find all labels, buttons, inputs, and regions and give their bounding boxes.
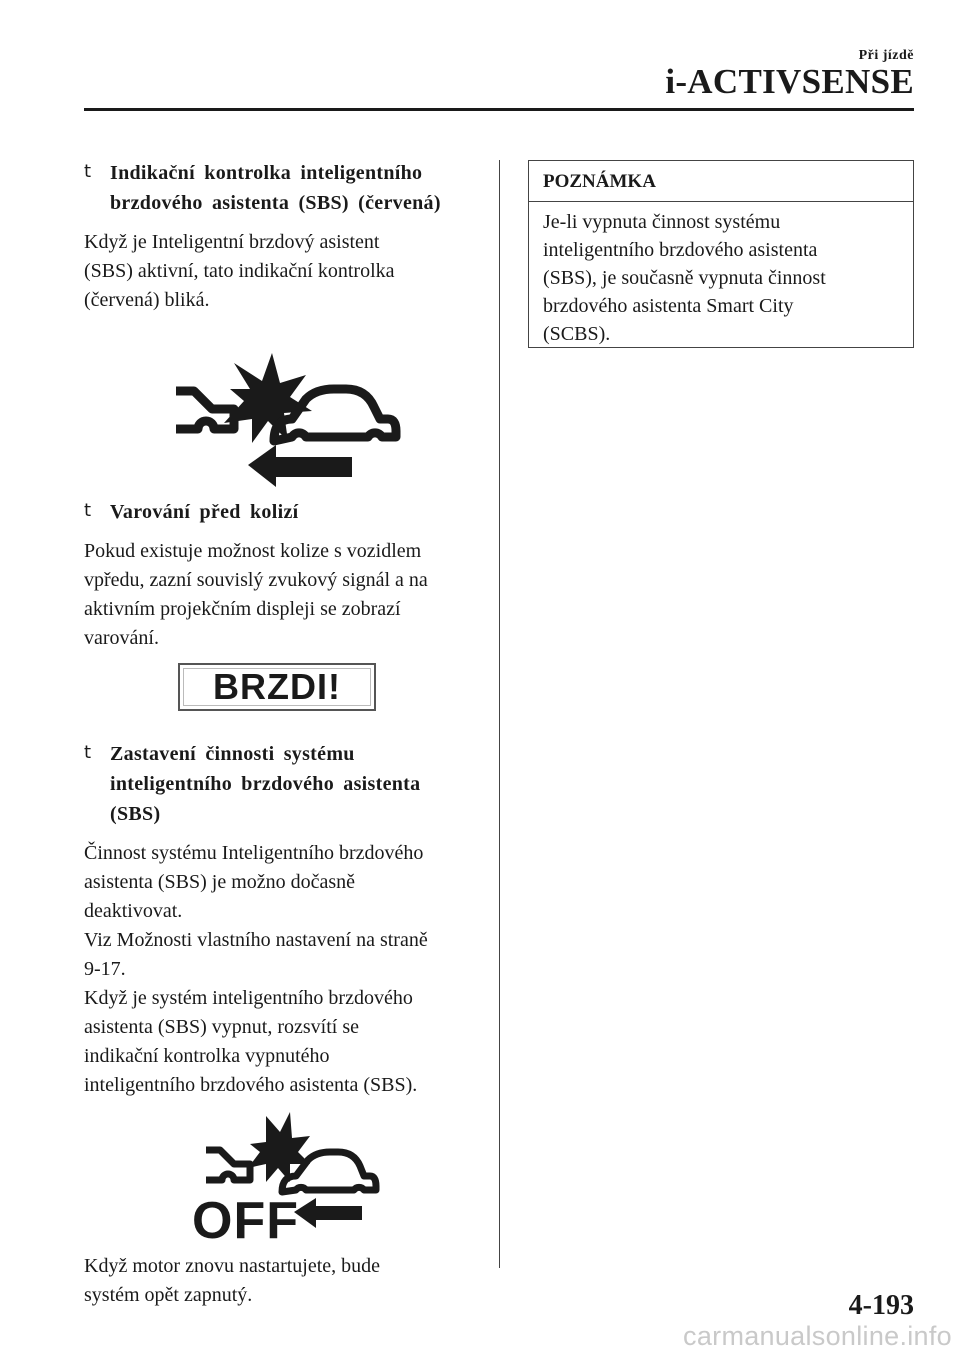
text-line: (SBS) aktivní, tato indikační kontrolka xyxy=(84,260,395,282)
section-heading-sbs-off xyxy=(84,739,484,829)
text-line: Pokud existuje možnost kolize s vozidlem xyxy=(84,540,422,562)
text-line: Činnost systému Inteligentního brzdového xyxy=(84,842,424,864)
text-line: (červená) bliká. xyxy=(84,289,210,311)
watermark-link[interactable]: carmanualsonline.info xyxy=(683,1321,952,1351)
bullet-icon: t xyxy=(84,742,92,763)
heading-line: brzdového asistenta (SBS) (červená) xyxy=(110,192,441,214)
text-line: inteligentního brzdového asistenta xyxy=(543,239,818,261)
brzdi-display xyxy=(178,663,376,711)
note-box xyxy=(528,160,914,348)
bullet-icon: t xyxy=(84,161,92,182)
text-line: 9-17. xyxy=(84,958,126,980)
text-line: aktivním projekčním displeji se zobrazí xyxy=(84,598,401,620)
text-line: asistenta (SBS) vypnut, rozsvítí se xyxy=(84,1016,359,1038)
text-line: indikační kontrolka vypnutého xyxy=(84,1045,330,1067)
text-line: Když je systém inteligentního brzdového xyxy=(84,987,413,1009)
text-line: varování. xyxy=(84,627,159,649)
text-line: Když motor znovu nastartujete, bude xyxy=(84,1255,381,1277)
sbs-warning-light-icon xyxy=(84,337,484,487)
text-line: deaktivovat. xyxy=(84,900,183,922)
text-line: inteligentního brzdového asistenta (SBS). xyxy=(84,1074,418,1096)
note-title: POZNÁMKA xyxy=(529,161,913,202)
heading-line: Varování před kolizí xyxy=(110,501,299,523)
header-section: Při jízdě xyxy=(858,48,914,63)
paragraph xyxy=(84,228,484,315)
header-title: i-ACTIVSENSE xyxy=(665,62,914,101)
text-line: (SCBS). xyxy=(543,323,611,345)
sbs-off-light-icon xyxy=(84,1106,484,1246)
text-line: vpředu, zazní souvislý zvukový signál a na xyxy=(84,569,428,591)
heading-line: inteligentního brzdového asistenta xyxy=(110,773,421,795)
paragraph xyxy=(84,1252,484,1310)
text-line: brzdového asistenta Smart City xyxy=(543,295,794,317)
heading-line: (SBS) xyxy=(110,803,161,825)
header-rule xyxy=(84,108,914,111)
column-divider xyxy=(499,160,500,1268)
text-line: Je-li vypnuta činnost systému xyxy=(543,211,781,233)
note-text xyxy=(529,202,913,348)
section-heading-sbs-indicator xyxy=(84,158,484,218)
left-column xyxy=(84,158,484,1310)
heading-line: Zastavení činnosti systému xyxy=(110,743,355,765)
heading-line: Indikační kontrolka inteligentního xyxy=(110,162,423,184)
text-line: Když je Inteligentní brzdový asistent xyxy=(84,231,380,253)
off-label: OFF xyxy=(192,1192,299,1246)
paragraph xyxy=(84,537,484,653)
text-line: Viz Možnosti vlastního nastavení na straně xyxy=(84,929,428,951)
text-line: (SBS), je současně vypnuta činnost xyxy=(543,267,826,289)
bullet-icon: t xyxy=(84,500,92,521)
text-line: systém opět zapnutý. xyxy=(84,1284,253,1306)
paragraph xyxy=(84,839,484,1100)
page-number: 4-193 xyxy=(848,1290,914,1321)
text-line: asistenta (SBS) je možno dočasně xyxy=(84,871,356,893)
brzdi-display-label: BRZDI! xyxy=(213,666,341,707)
section-heading-collision-warning xyxy=(84,497,484,527)
